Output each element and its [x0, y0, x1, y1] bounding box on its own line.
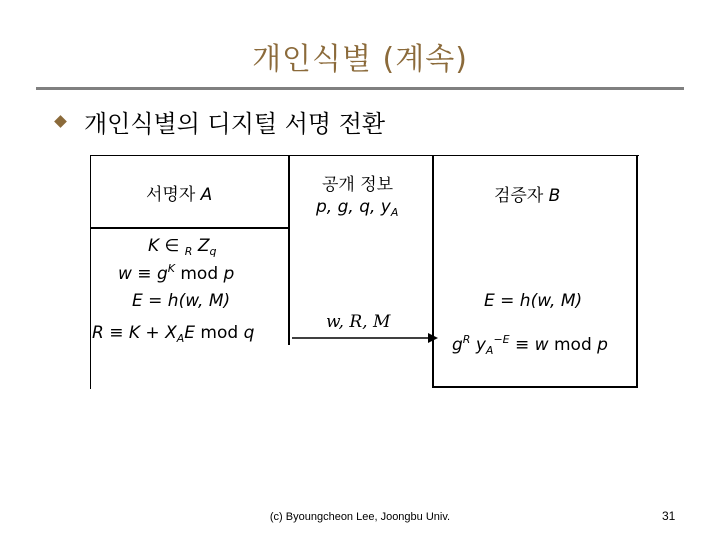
verifier-bottom-border: [432, 386, 638, 388]
bullet-text: 개인식별의 디지털 서명 전환: [84, 110, 386, 138]
signer-step-commitment: $w \equiv g^K$ mod p: [118, 262, 235, 284]
column-divider-signer: [288, 155, 290, 345]
verifier-header: 검증자 B: [494, 186, 561, 206]
public-info-label: 공개 정보: [322, 175, 394, 195]
slide-title: 개인식별 (계속): [252, 42, 468, 77]
signer-header-rule: [90, 227, 290, 229]
verifier-step-check: $g^R$ $y_A^{-E} \equiv w$ mod p: [452, 333, 608, 357]
signer-header: 서명자 A: [146, 185, 213, 205]
message-label: w, R, M: [326, 312, 391, 332]
page-number: 31: [662, 509, 676, 523]
table-right-border: [636, 155, 638, 388]
signer-step-random-k: K ∈ $_R$ $Z_q$: [148, 236, 217, 258]
verifier-step-hash: E = h(w, M): [484, 291, 583, 311]
diamond-bullet-icon: [54, 115, 67, 128]
column-divider-verifier: [432, 155, 434, 388]
right-arrow-icon: [290, 331, 440, 345]
signer-step-hash: E = h(w, M): [132, 291, 231, 311]
footer-credit: (c) Byoungcheon Lee, Joongbu Univ.: [269, 511, 451, 523]
title-underline: [36, 87, 684, 90]
public-info-params: p, g, q, $y_A$: [316, 197, 399, 219]
signer-step-response: $R \equiv K + X_AE$ mod q: [92, 323, 255, 345]
